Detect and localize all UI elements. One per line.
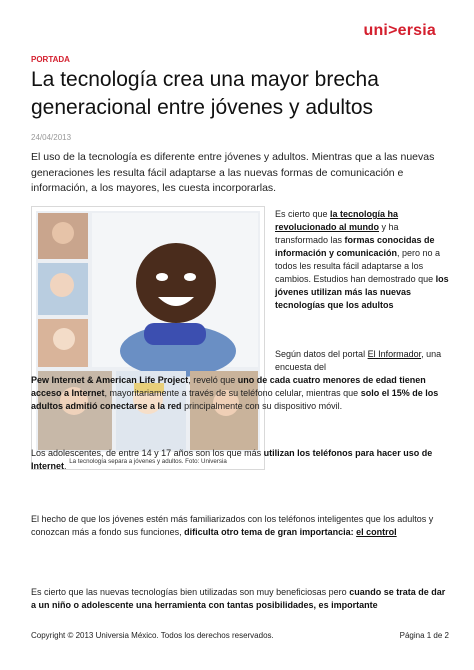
- paragraph-3: Los adolescentes, de entre 14 y 17 años son los que más utilizan los teléfonos para hacer uso de Internet.: [31, 448, 433, 471]
- article-figure: [31, 206, 265, 470]
- link-tecnologia-revolucionado[interactable]: la tecnología ha revolucionado al mundo: [275, 209, 399, 232]
- page-number: Página 1 de 2: [399, 631, 449, 640]
- paragraph-5: Es cierto que las nuevas tecnologías bien utilizadas son muy beneficiosas pero cuando se trata de dar a un niño o adolescente una herramienta con tantas posibilidades, es importante: [31, 587, 446, 610]
- link-el-informador[interactable]: El Informador: [367, 349, 422, 359]
- photo-main-eye-right: [184, 273, 196, 281]
- photo-main-boy-face: [136, 243, 216, 323]
- photo-main-eye-left: [156, 273, 168, 281]
- photo-tile-2-face: [50, 273, 74, 297]
- copyright-text: Copyright © 2013 Universia México. Todos los derechos reservados.: [31, 631, 274, 640]
- paragraph-2-column: Según datos del portal El Informador, una encuesta del: [275, 349, 442, 372]
- article-date: 24/04/2013: [31, 133, 72, 142]
- link-el-control[interactable]: el control: [356, 527, 397, 537]
- image-caption: La tecnología separa a jóvenes y adultos. Foto: Universia: [69, 458, 227, 465]
- photo-tile-3-face: [53, 328, 75, 350]
- paragraph-1: Es cierto que la tecnología ha revolucionado al mundo y ha transformado las formas conocidas de información y comunicación, pero no a todos les resulta fácil adaptarse a los cambios. Estudios han demostrado que los jóvenes utilizan más las nuevas tecnologías que los adultos: [275, 209, 449, 310]
- paragraph-4: El hecho de que los jóvenes estén más familiarizados con los teléfonos inteligentes que los adultos y conozcan más a fondo sus funciones, dificulta otro tema de gran importancia: el control: [31, 514, 434, 537]
- article-title: La tecnología crea una mayor brecha generacional entre jóvenes y adultos: [31, 68, 379, 119]
- photo-tile-1-face: [52, 222, 74, 244]
- page-footer: [31, 631, 449, 640]
- paragraph-2-full: Pew Internet & American Life Project, reveló que uno de cada cuatro menores de edad tienen acceso a Internet, mayoritariamente a través de su teléfono celular, mientras que solo el 15% de los adultos admitió conectarse a la red principalmente con su dispositivo móvil.: [31, 375, 439, 411]
- article-intro: El uso de la tecnología es diferente entre jóvenes y adultos. Mientras que a las nuevas generaciones les resulta fácil adaptarse a las nuevas formas de comunicación e información, a los mayores, les cuesta incorporarlas.: [31, 151, 435, 194]
- photo-collage: [36, 211, 260, 452]
- universia-logo[interactable]: uni>ersia: [363, 22, 436, 39]
- photo-main-controller: [144, 323, 206, 345]
- section-label[interactable]: PORTADA: [31, 55, 70, 64]
